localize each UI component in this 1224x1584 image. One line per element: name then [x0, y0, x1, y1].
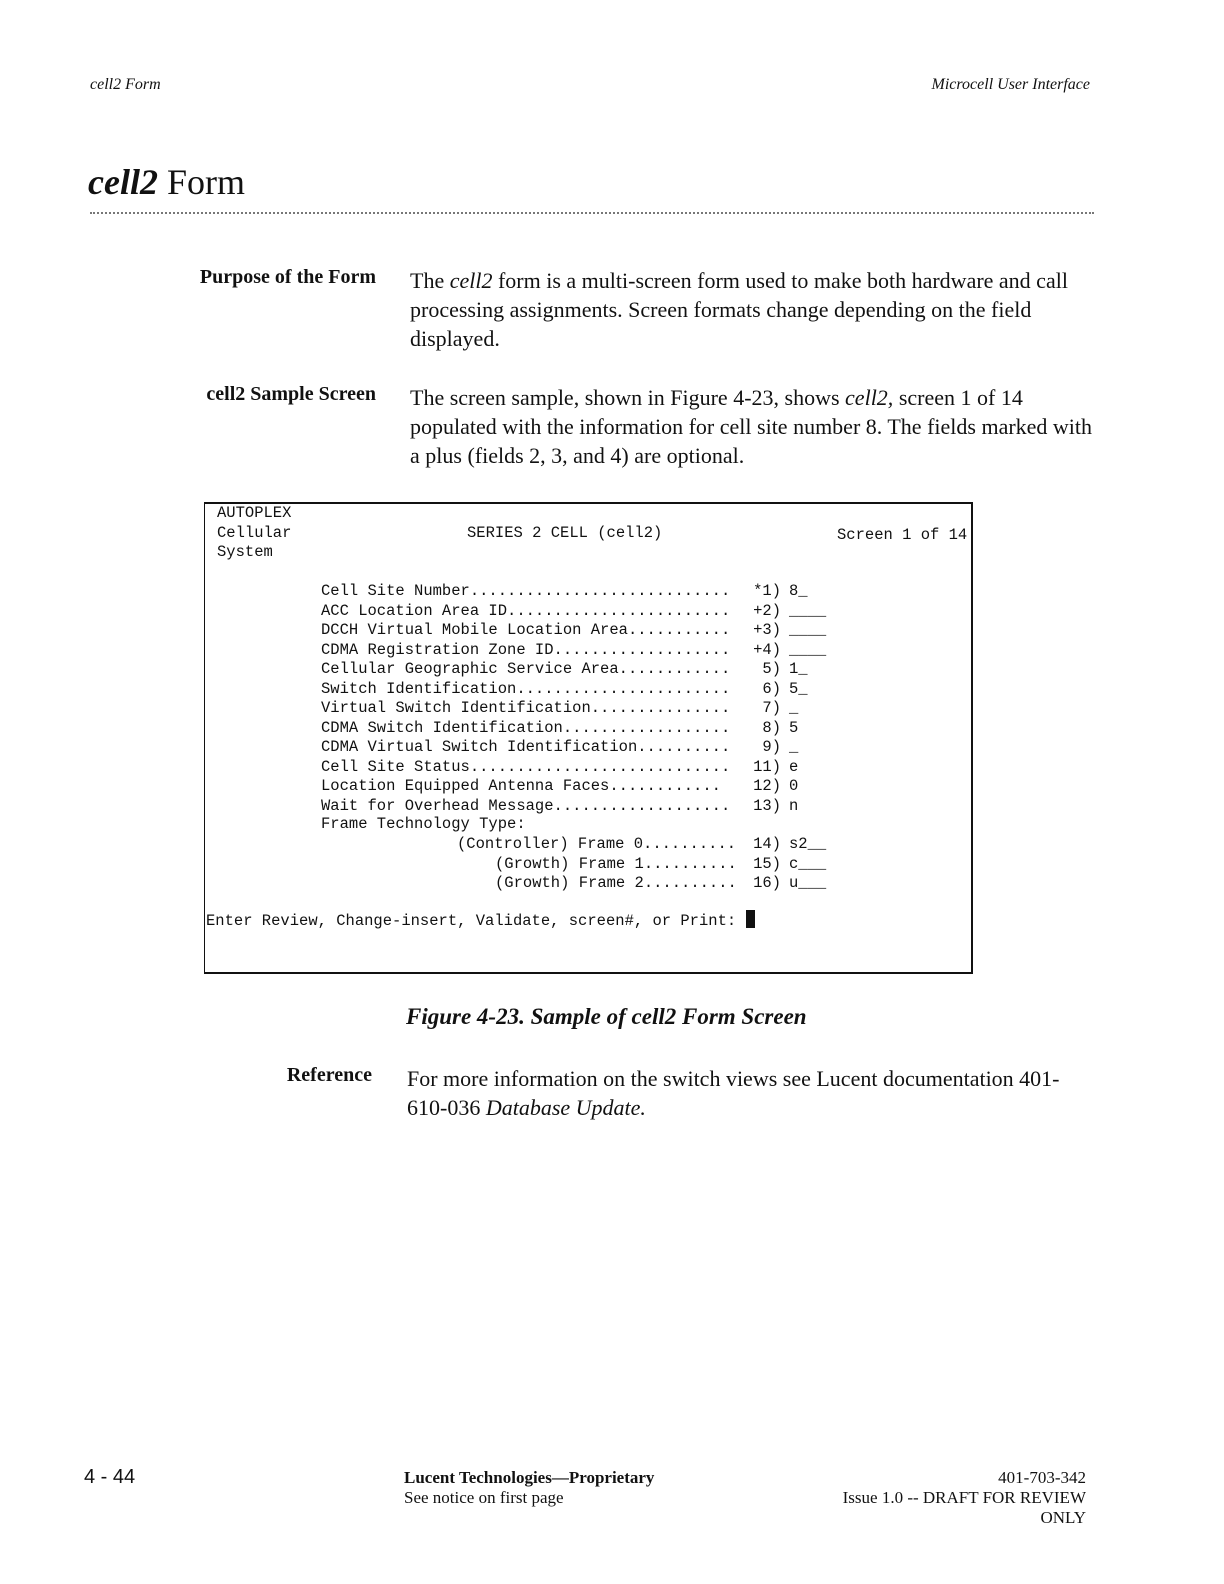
sample-paragraph [410, 383, 1100, 470]
field-value[interactable]: ____ [789, 621, 827, 639]
running-header-right: Microcell User Interface [931, 76, 1090, 93]
footer-issue: Issue 1.0 -- DRAFT FOR REVIEW [842, 1488, 1086, 1507]
frame-label: (Growth) Frame 1.......... [495, 854, 737, 873]
title-rest: Form [157, 162, 245, 202]
sample-text-pre: The screen sample, shown in Figure 4-23, shows [410, 385, 846, 410]
field-value[interactable]: _ [789, 699, 799, 717]
system-name-line2: Cellular [217, 524, 292, 542]
field-value[interactable]: 8_ [789, 582, 808, 600]
field-label: Cellular Geographic Service Area............ [321, 660, 731, 678]
cursor-block [746, 910, 755, 928]
reference-text-pre: For more information on the switch views see Lucent documentation 401-610-036 [407, 1066, 1060, 1120]
field-number: 5) [762, 660, 781, 678]
field-label: Switch Identification....................... [321, 679, 731, 698]
title-emphasis: cell2 [88, 162, 158, 202]
field-value[interactable]: 5 [789, 718, 799, 737]
field-number: 13) [753, 796, 781, 815]
system-name-line3: System [217, 543, 273, 561]
frame-number: 14) [753, 835, 781, 853]
footer-doc-number: 401-703-342 [998, 1468, 1086, 1487]
field-number: +2) [753, 601, 781, 620]
field-number: 11) [753, 757, 781, 776]
field-label: Virtual Switch Identification............... [321, 699, 731, 717]
footer-notice: See notice on first page [404, 1488, 564, 1507]
frame-number: 15) [753, 854, 781, 873]
sample-text-em: cell2, [845, 385, 894, 410]
field-label: Wait for Overhead Message................... [321, 796, 731, 815]
purpose-label: Purpose of the Form [199, 266, 376, 288]
field-value[interactable]: ____ [789, 601, 827, 620]
field-label: Cell Site Status............................ [321, 757, 731, 776]
field-label: CDMA Switch Identification.................. [321, 718, 731, 737]
field-number: 8) [762, 718, 781, 737]
figure-caption: Figure 4-23. Sample of cell2 Form Screen [406, 1004, 807, 1029]
purpose-paragraph [410, 266, 1100, 353]
sample-label: cell2 Sample Screen [206, 383, 376, 405]
field-label: Cell Site Number............................ [321, 582, 731, 600]
field-number: 9) [762, 738, 781, 756]
field-number: 6) [762, 679, 781, 698]
frame-value[interactable]: s2__ [789, 835, 827, 853]
field-number: 12) [753, 777, 781, 795]
footer-only: ONLY [1040, 1508, 1086, 1527]
reference-paragraph [407, 1064, 1097, 1122]
purpose-text-post: form is a multi-screen form used to make both hardware and call processing assignments. Screen formats change depending on the field displayed. [410, 268, 1068, 351]
reference-text-em: Database Update. [485, 1095, 646, 1120]
command-prompt[interactable] [206, 910, 755, 932]
field-value[interactable]: ____ [789, 640, 827, 659]
field-label: CDMA Registration Zone ID................... [321, 640, 731, 659]
purpose-text-pre: The [410, 268, 450, 293]
frame-value[interactable]: c___ [789, 854, 827, 873]
footer-company: Lucent Technologies—Proprietary [404, 1468, 655, 1487]
field-label: ACC Location Area ID........................ [321, 601, 731, 620]
prompt-text: Enter Review, Change-insert, Validate, screen#, or Print: [206, 912, 746, 930]
field-value[interactable]: n [789, 796, 799, 815]
page-title [88, 160, 245, 204]
screen-page-indicator: Screen 1 of 14 [837, 526, 968, 544]
field-number: *1) [753, 582, 781, 600]
field-value[interactable]: e [789, 757, 799, 776]
field-value[interactable]: 5_ [789, 679, 808, 698]
field-label: CDMA Virtual Switch Identification.......... [321, 738, 731, 756]
page-number: 4 - 44 [84, 1466, 136, 1488]
field-number: +3) [753, 621, 781, 639]
frame-value[interactable]: u___ [789, 874, 827, 892]
sample-text-post: screen 1 of 14 populated with the information for cell site number 8. The fields marked with a plus (fields 2, 3, and 4) are optional. [410, 385, 1093, 468]
frame-number: 16) [753, 874, 781, 892]
running-header-left: cell2 Form [90, 76, 161, 93]
reference-label: Reference [286, 1064, 372, 1086]
field-label: DCCH Virtual Mobile Location Area........... [321, 621, 731, 639]
title-rule [90, 212, 1094, 214]
field-label: Location Equipped Antenna Faces............ [321, 777, 721, 795]
frame-type-heading: Frame Technology Type: [321, 815, 526, 833]
terminal-screen [204, 502, 973, 974]
frame-label: (Controller) Frame 0.......... [457, 835, 737, 853]
field-value[interactable]: 1_ [789, 660, 808, 678]
field-number: +4) [753, 640, 781, 659]
system-name-line1: AUTOPLEX [217, 504, 292, 522]
purpose-text-em: cell2 [449, 268, 493, 293]
screen-heading: SERIES 2 CELL (cell2) [467, 524, 663, 542]
field-value[interactable]: 0 [789, 777, 799, 795]
field-number: 7) [762, 699, 781, 717]
frame-label: (Growth) Frame 2.......... [495, 874, 737, 892]
field-value[interactable]: _ [789, 738, 799, 756]
